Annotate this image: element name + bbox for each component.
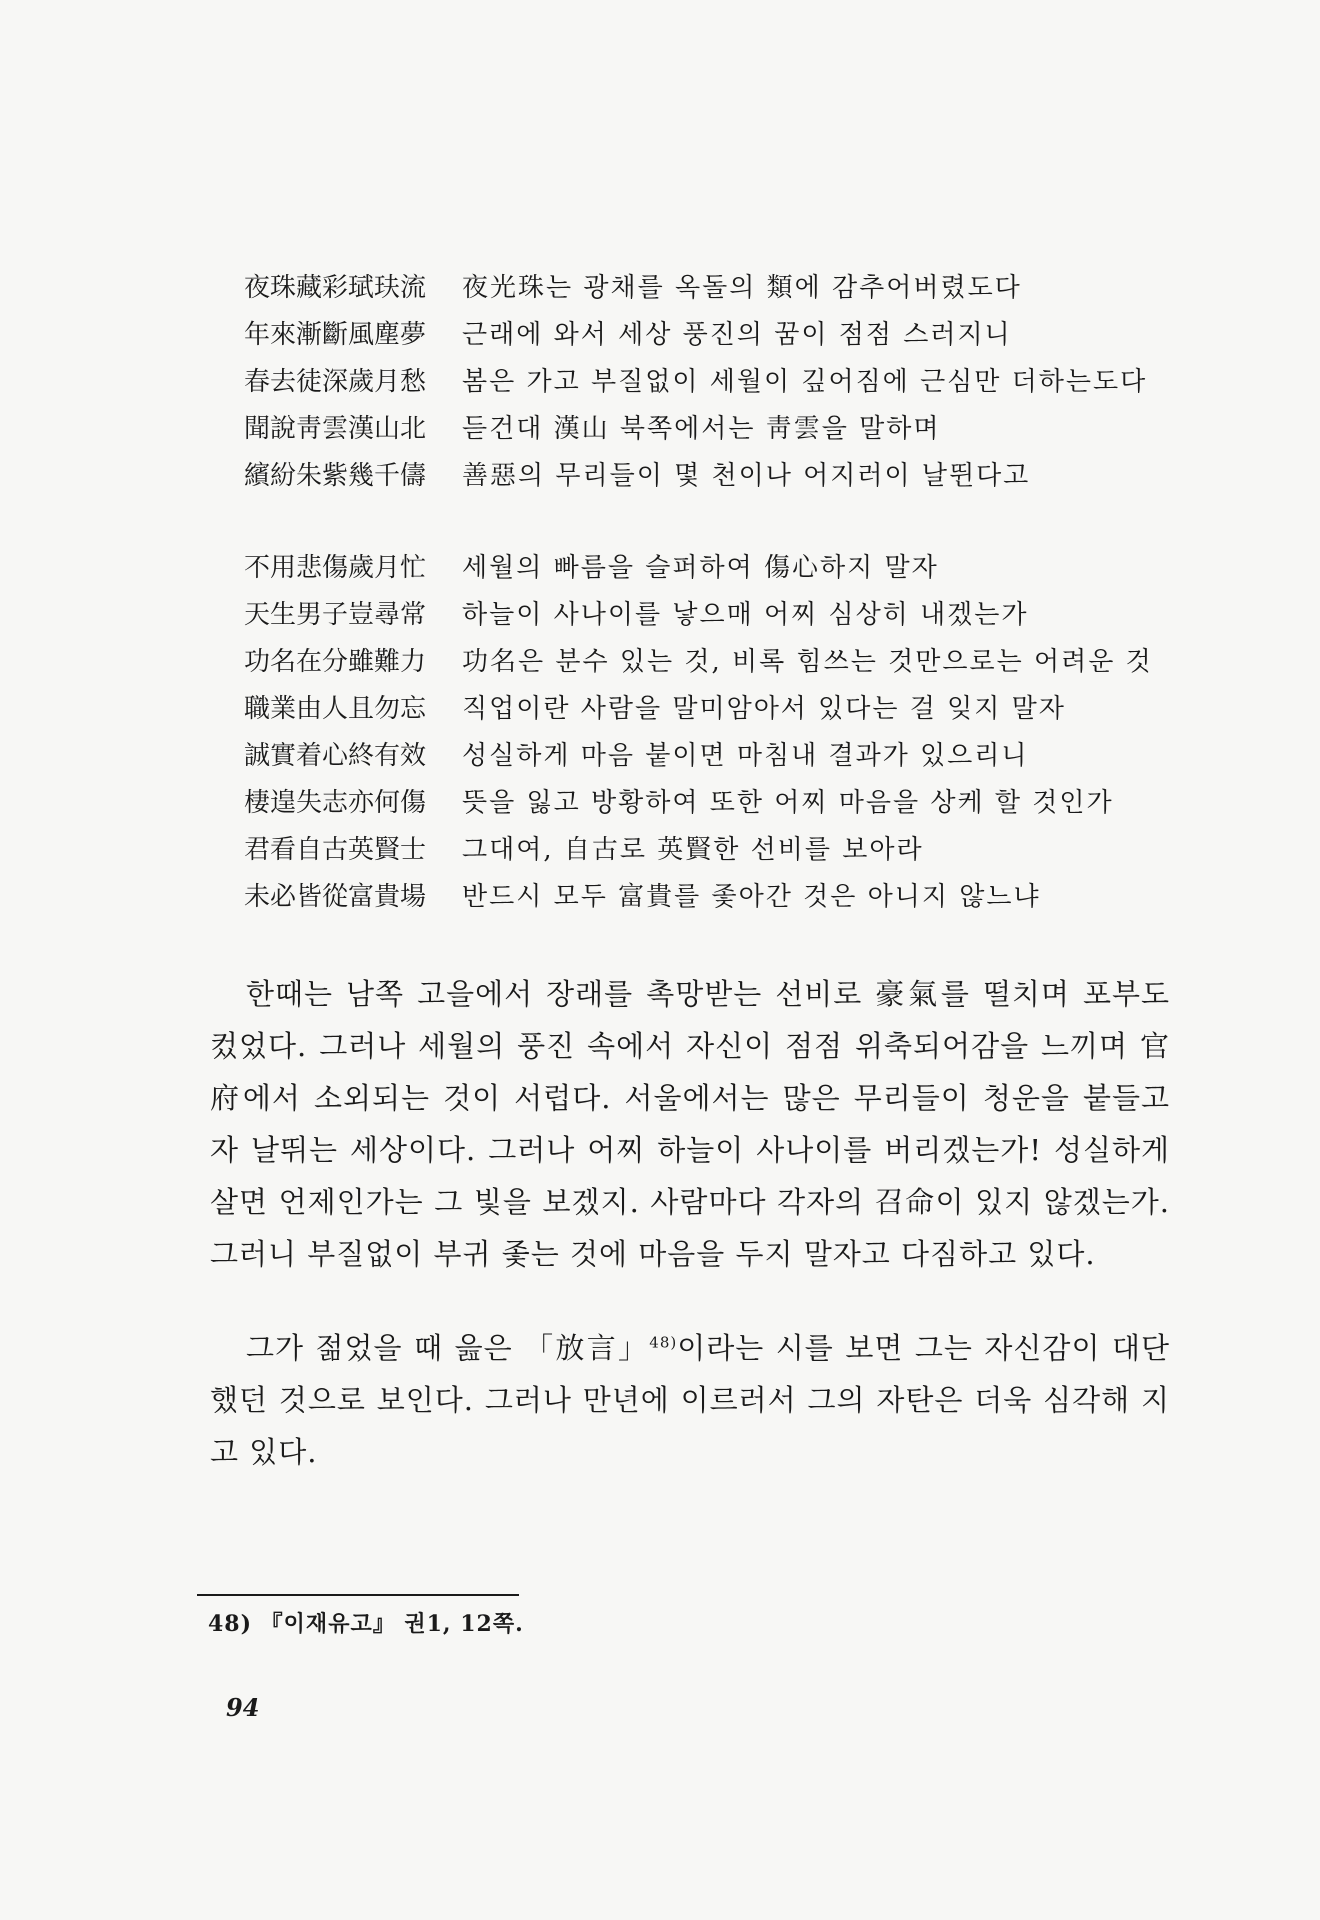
poem-line — [244, 450, 1204, 497]
poem-stanza-2 — [244, 542, 1204, 918]
poem-hanja: 繽紛朱紫幾千儔 — [244, 461, 427, 491]
poem-line — [244, 636, 1204, 683]
poem-translation: 근래에 와서 세상 풍진의 꿈이 점점 스러지니 — [462, 320, 1012, 350]
poem-line — [244, 824, 1204, 871]
poem-translation: 善惡의 무리들이 몇 천이나 어지러이 날뛴다고 — [462, 461, 1031, 491]
poem-translation: 세월의 빠름을 슬퍼하여 傷心하지 말자 — [462, 553, 939, 583]
poem-hanja: 春去徒深歲月愁 — [244, 367, 427, 397]
poem-translation: 반드시 모두 富貴를 좇아간 것은 아니지 않느냐 — [462, 882, 1041, 912]
poem-hanja: 夜珠藏彩珷玞流 — [244, 273, 427, 303]
body-paragraph-2 — [210, 1322, 1170, 1478]
poem-hanja: 天生男子豈尋常 — [244, 600, 427, 630]
poem-hanja: 聞說靑雲漢山北 — [244, 414, 427, 444]
poem-hanja: 不用悲傷歲月忙 — [244, 553, 427, 583]
poem-hanja: 棲遑失志亦何傷 — [244, 788, 427, 818]
poem-translation: 직업이란 사람을 말미암아서 있다는 걸 잊지 말자 — [462, 694, 1066, 724]
poem-hanja: 功名在分雖難力 — [244, 647, 427, 677]
poem-translation: 功名은 분수 있는 것, 비록 힘쓰는 것만으로는 어려운 것 — [462, 647, 1153, 677]
poem-line — [244, 683, 1204, 730]
poem-hanja: 誠實着心終有效 — [244, 741, 427, 771]
poem-translation: 夜光珠는 광채를 옥돌의 類에 감추어버렸도다 — [462, 273, 1022, 303]
poem-translation: 하늘이 사나이를 낳으매 어찌 심상히 내겠는가 — [462, 600, 1029, 630]
poem-line — [244, 589, 1204, 636]
poem-line — [244, 730, 1204, 777]
poem-line — [244, 403, 1204, 450]
poem-line — [244, 309, 1204, 356]
paragraph-text: 그가 젊었을 때 읊은 「放言」 — [246, 1331, 650, 1365]
poem-hanja: 年來漸斷風塵夢 — [244, 320, 427, 350]
poem-stanza-1 — [244, 262, 1204, 497]
poem-line — [244, 777, 1204, 824]
poem-line — [244, 871, 1204, 918]
poem-translation: 봄은 가고 부질없이 세월이 깊어짐에 근심만 더하는도다 — [462, 367, 1148, 397]
poem-hanja: 職業由人且勿忘 — [244, 694, 427, 724]
poem-translation: 그대여, 自古로 英賢한 선비를 보아라 — [462, 835, 924, 865]
poem-hanja: 君看自古英賢士 — [244, 835, 427, 865]
poem-hanja: 未必皆從富貴場 — [244, 882, 427, 912]
poem-translation: 듣건대 漢山 북쪽에서는 靑雲을 말하며 — [462, 414, 941, 444]
poem-line — [244, 356, 1204, 403]
paragraph-text: 이라는 시를 보면 그는 자신감이 대단했던 것으로 보인다. 그러나 만년에 이르러서 그의 자탄은 더욱 심각해 지고 있다. — [210, 1331, 1170, 1469]
body-paragraph-1: 한때는 남쪽 고을에서 장래를 촉망받는 선비로 豪氣를 떨치며 포부도 컸었다. 그러나 세월의 풍진 속에서 자신이 점점 위축되어감을 느끼며 官府에서 소외되는 것이 서럽다. 서울에서는 많은 무리들이 청운을 붙들고자 날뛰는 세상이다. 그러나 어찌 하늘이 사나이를 버리겠는가! 성실하게 살면 언제인가는 그 빛을 보겠지. 사람마다 각자의 召命이 있지 않겠는가. 그러니 부질없이 부귀 좇는 것에 마음을 두지 말자고 다짐하고 있다. — [210, 977, 1170, 1271]
poem-line — [244, 262, 1204, 309]
footnote-divider — [197, 1594, 519, 1596]
poem-translation: 뜻을 잃고 방황하여 또한 어찌 마음을 상케 할 것인가 — [462, 788, 1114, 818]
page-number: 94 — [226, 1693, 260, 1722]
poem-line — [244, 542, 1204, 589]
footnote-reference[interactable]: 48) — [649, 1333, 678, 1352]
footnote: 48) 『이재유고』 권1, 12쪽. — [208, 1611, 524, 1637]
poem-translation: 성실하게 마음 붙이면 마침내 결과가 있으리니 — [462, 741, 1029, 771]
